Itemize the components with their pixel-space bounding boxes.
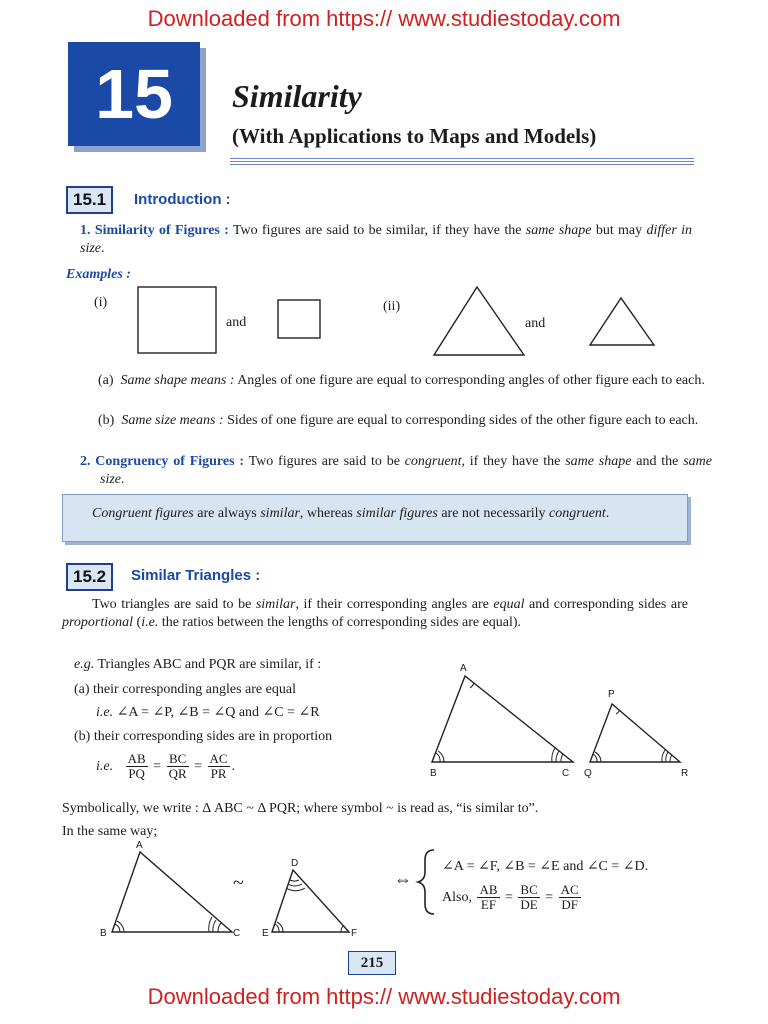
- same-size-point: (b) Same size means : Sides of one figure are equal to corresponding sides of the other figure each to each.: [98, 413, 699, 428]
- angle-mark-b: [436, 753, 440, 762]
- chapter-number: 15: [95, 55, 173, 133]
- example-line: e.g. Triangles ABC and PQR are similar, if :: [74, 657, 322, 672]
- side-relations: Also, $\frac{AB}{EF}$ = $\frac{BC}{DE}$ = $\frac{AC}{DF}$: [442, 882, 579, 913]
- small-triangle: [590, 298, 654, 345]
- angle-mark-b: [115, 924, 120, 932]
- vertex-label: Q: [584, 768, 592, 779]
- vertex-label: D: [291, 858, 299, 869]
- brace: [418, 850, 434, 914]
- angle-mark-r: [670, 755, 672, 762]
- vertex-label: R: [681, 768, 689, 779]
- watermark-top: Downloaded from https:// www.studiestoday.com: [147, 6, 621, 31]
- section-number: 15.2: [66, 563, 113, 591]
- vertex-label: A: [136, 840, 143, 851]
- same-shape-point: (a) Same shape means : Angles of one figure are equal to corresponding angles of other figure each to each.: [98, 373, 705, 388]
- triangle-abc: [432, 676, 573, 762]
- and-label: and: [525, 316, 546, 331]
- angle-mark-p: [616, 710, 620, 714]
- iff-arrow: ⇔: [394, 869, 412, 889]
- vertex-label: C: [562, 768, 570, 779]
- note-text: Congruent figures are always similar, whereas similar figures are not necessarily congruent.: [92, 506, 610, 521]
- example-i-label: (i): [94, 295, 108, 310]
- angle-mark-d: [286, 888, 305, 891]
- condition-a-detail: i.e. ∠A = ∠P, ∠B = ∠Q and ∠C = ∠R: [96, 705, 320, 720]
- chapter-subtitle: (With Applications to Maps and Models): [232, 124, 597, 148]
- angle-mark-c: [556, 751, 559, 762]
- angle-mark-d: [290, 880, 299, 881]
- angle-mark-r: [662, 750, 665, 762]
- example-ii-label: (ii): [383, 299, 401, 314]
- angle-mark-a: [470, 683, 474, 688]
- triangle-abc-2: [112, 852, 232, 932]
- vertex-label: B: [100, 928, 107, 939]
- vertex-label: E: [262, 928, 269, 939]
- vertex-label: F: [351, 928, 358, 939]
- angle-mark-d: [288, 884, 302, 886]
- angle-mark-c: [213, 920, 216, 932]
- angle-mark-q: [593, 754, 597, 762]
- section-number: 15.1: [66, 186, 113, 214]
- vertex-label: C: [233, 928, 241, 939]
- angle-relations: ∠A = ∠F, ∠B = ∠E and ∠C = ∠D.: [442, 859, 649, 874]
- vertex-label: P: [608, 689, 615, 700]
- similar-symbol: ~: [233, 872, 244, 894]
- angle-mark-c: [218, 923, 221, 932]
- angle-mark-r: [666, 752, 668, 762]
- symbolic-notation: Symbolically, we write : Δ ABC ~ Δ PQR; where symbol ~ is read as, “is similar to”.: [62, 801, 539, 816]
- section-title: Similar Triangles :: [131, 567, 261, 584]
- large-square: [138, 287, 216, 353]
- condition-a: (a) their corresponding angles are equal: [74, 682, 296, 697]
- same-way-text: In the same way;: [62, 824, 158, 839]
- similar-triangles-paragraph: Two triangles are said to be similar, if their corresponding angles are equal and corresponding sides are proportional (i.e. the ratios between the lengths of corresponding sides are equal).: [62, 597, 688, 630]
- angle-mark-c: [552, 748, 555, 762]
- congruency-definition: 2. Congruency of Figures : Two figures are said to be congruent, if they have the same shape and the same size.: [80, 454, 712, 487]
- and-label: and: [226, 315, 247, 330]
- triangle-pqr: [590, 704, 680, 762]
- angle-mark-e: [275, 924, 279, 932]
- large-triangle: [434, 287, 524, 355]
- small-square: [278, 300, 320, 338]
- angle-mark-c: [561, 754, 563, 762]
- vertex-label: A: [460, 663, 467, 674]
- page-number: 215: [348, 951, 396, 975]
- examples-heading: Examples :: [66, 267, 131, 282]
- angle-mark-f: [341, 926, 343, 932]
- similarity-definition: 1. Similarity of Figures : Two figures are said to be similar, if they have the same shape but may differ in size.: [80, 223, 693, 256]
- condition-b: (b) their corresponding sides are in proportion: [74, 729, 333, 744]
- triangle-def: [272, 870, 349, 932]
- chapter-title: Similarity: [232, 78, 362, 114]
- angle-mark-c: [209, 917, 212, 932]
- side-ratio: i.e. $\frac{AB}{PQ}$ = $\frac{BC}{QR}$ = $\frac{AC}{PR}$ .: [96, 751, 236, 782]
- watermark-bottom: Downloaded from https:// www.studiestoday.com: [147, 984, 621, 1009]
- section-title: Introduction :: [134, 191, 231, 208]
- vertex-label: B: [430, 768, 437, 779]
